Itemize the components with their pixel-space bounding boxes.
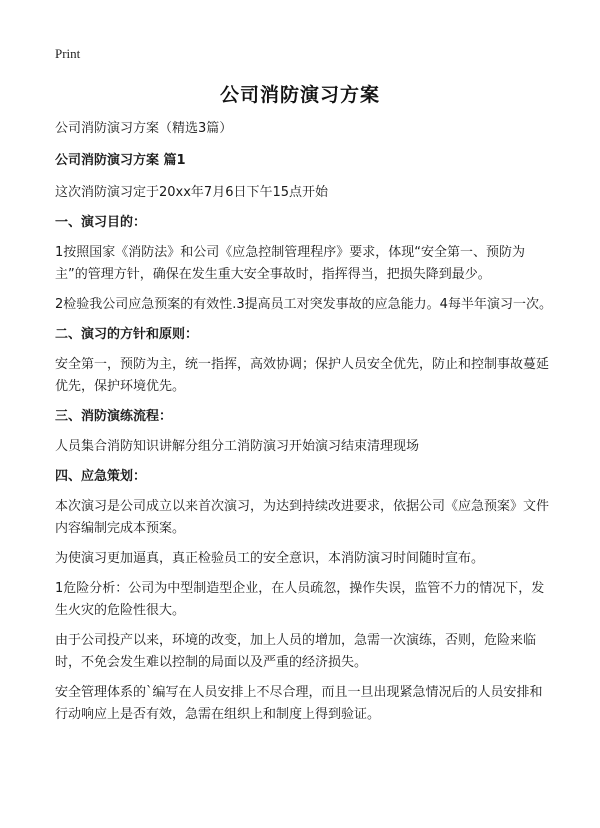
section-paragraph: 2检验我公司应急预案的有效性.3提高员工对突发事故的应急能力。4每半年演习一次。 <box>55 297 552 312</box>
section-paragraph: 由于公司投产以来，环境的改变，加上人员的增加，急需一次演练，否则，危险来临时，不免会发生难以控制的局面以及严重的经济损失。 <box>55 633 537 670</box>
section-paragraph: 人员集合消防知识讲解分组分工消防演习开始演习结束清理现场 <box>55 439 420 454</box>
article-heading: 公司消防演习方案 篇1 <box>55 153 186 168</box>
section-principles <box>55 324 555 398</box>
section-heading: 四、应急策划： <box>55 469 147 484</box>
intro-paragraph: 这次消防演习定于20xx年7月6日下午15点开始 <box>55 185 329 200</box>
section-paragraph: 本次演习是公司成立以来首次演习，为达到持续改进要求，依据公司《应急预案》文件内容编制完成本预案。 <box>55 499 550 536</box>
page-title: 公司消防演习方案 <box>219 84 380 106</box>
document-subtitle: 公司消防演习方案（精选3篇） <box>55 121 233 136</box>
section-paragraph: 安全第一，预防为主，统一指挥，高效协调；保护人员安全优先，防止和控制事故蔓延优先，保护环境优先。 <box>55 357 550 394</box>
section-planning <box>55 466 555 726</box>
section-heading: 一、演习目的： <box>55 215 147 230</box>
section-paragraph: 1危险分析：公司为中型制造型企业，在人员疏忽，操作失误，监管不力的情况下，发生火灾的危险性很大。 <box>55 581 545 618</box>
print-label[interactable]: Print <box>55 46 81 61</box>
section-heading: 二、演习的方针和原则： <box>55 327 199 342</box>
section-paragraph: 安全管理体系的`编写在人员安排上不尽合理，而且一旦出现紧急情况后的人员安排和行动响应上是否有效，急需在组织上和制度上得到验证。 <box>55 685 543 722</box>
section-purpose <box>55 212 555 316</box>
section-process <box>55 406 555 458</box>
section-heading: 三、消防演练流程： <box>55 409 173 424</box>
section-paragraph: 为使演习更加逼真，真正检验员工的安全意识，本消防演习时间随时宣布。 <box>55 551 485 566</box>
document-body <box>55 118 555 734</box>
section-paragraph: 1按照国家《消防法》和公司《应急控制管理程序》要求，体现“安全第一、预防为主”的管理方针，确保在发生重大安全事故时，指挥得当，把损失降到最少。 <box>55 245 526 282</box>
